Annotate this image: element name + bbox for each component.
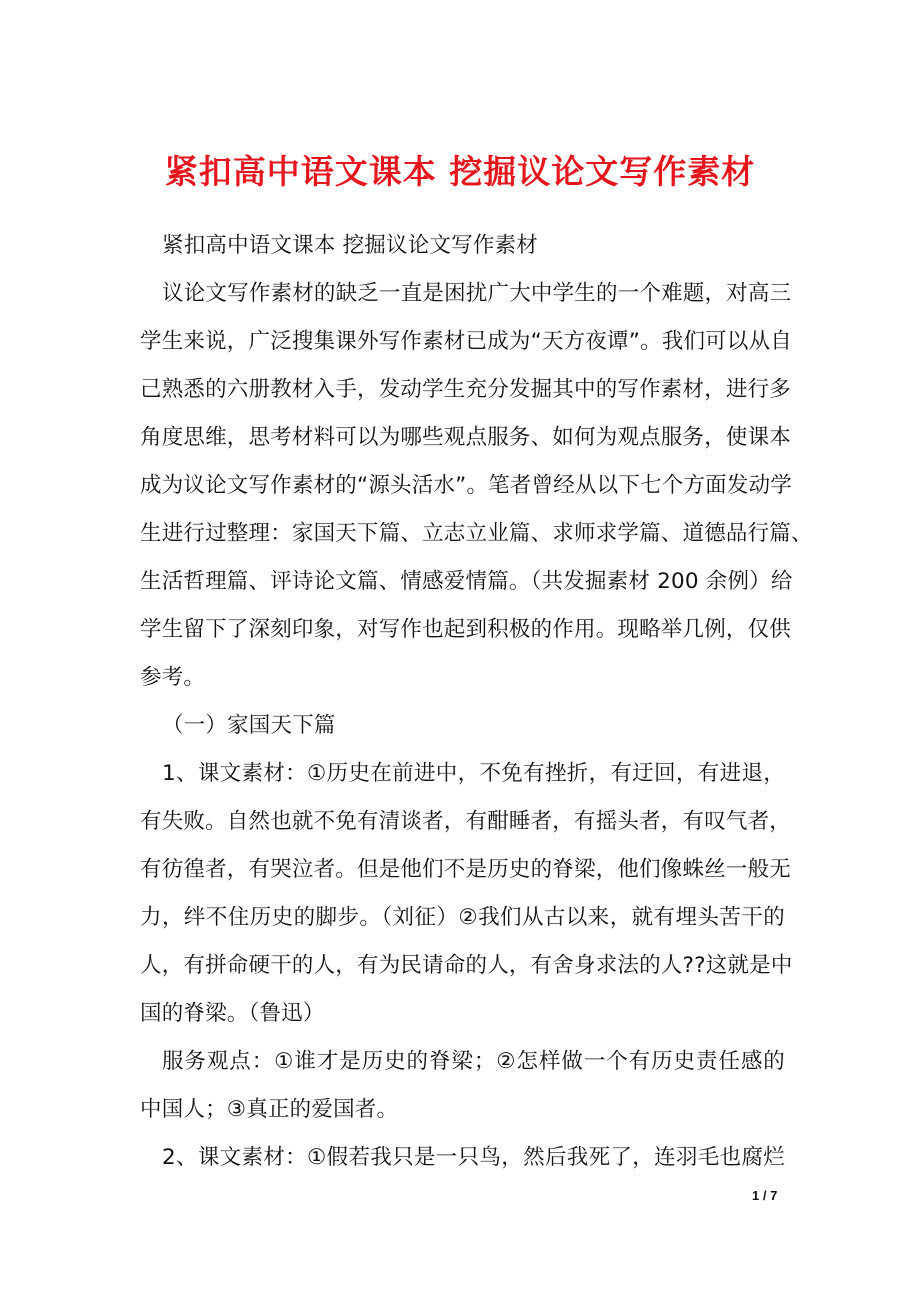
paragraph-line: 参考。 <box>140 665 206 690</box>
paragraph-line: 有失败。自然也就不免有清谈者，有酣睡者，有摇头者，有叹气者， <box>140 809 792 834</box>
paragraph-line: 生活哲理篇、评诗论文篇、情感爱情篇。（共发掘素材 200 余例）给 <box>140 569 793 594</box>
paragraph-line: 议论文写作素材的缺乏一直是困扰广大中学生的一个难题，对高三 <box>162 281 792 306</box>
document-body <box>140 228 813 1188</box>
paragraph-line: 己熟悉的六册教材入手，发动学生充分发掘其中的写作素材，进行多 <box>140 377 792 402</box>
paragraph-line: 成为议论文写作素材的“源头活水”。笔者曾经从以下七个方面发动学 <box>140 473 792 498</box>
section-heading: （一）家国天下篇 <box>162 713 336 738</box>
page-number: 1 / 7 <box>752 1188 778 1203</box>
paragraph-line: 力，绊不住历史的脚步。（刘征）②我们从古以来，就有埋头苦干的 <box>140 905 785 930</box>
paragraph-line: 角度思维，思考材料可以为哪些观点服务、如何为观点服务，使课本 <box>140 425 792 450</box>
paragraph-line: 中国人；③真正的爱国者。 <box>140 1097 399 1122</box>
paragraph-line: 2、课文素材：①假若我只是一只鸟，然后我死了，连羽毛也腐烂 <box>162 1145 785 1170</box>
subtitle-line: 紧扣高中语文课本 挖掘议论文写作素材 <box>162 233 538 258</box>
paragraph-line: 生进行过整理：家国天下篇、立志立业篇、求师求学篇、道德品行篇、 <box>140 521 813 546</box>
paragraph-line: 有彷徨者，有哭泣者。但是他们不是历史的脊梁，他们像蛛丝一般无 <box>140 857 792 882</box>
paragraph-line: 人，有拼命硬干的人，有为民请命的人，有舍身求法的人??这就是中 <box>140 953 793 978</box>
paragraph-line: 学生来说，广泛搜集课外写作素材已成为“天方夜谭”。我们可以从自 <box>140 329 792 354</box>
paragraph-line: 1、课文素材：①历史在前进中，不免有挫折，有迂回，有进退， <box>162 761 785 786</box>
document-title: 紧扣高中语文课本 挖掘议论文写作素材 <box>164 152 756 191</box>
paragraph-line: 学生留下了深刻印象，对写作也起到积极的作用。现略举几例，仅供 <box>140 617 792 642</box>
paragraph-line: 服务观点：①谁才是历史的脊梁；②怎样做一个有历史责任感的 <box>162 1049 785 1074</box>
paragraph-line: 国的脊梁。（鲁迅） <box>140 1001 325 1026</box>
